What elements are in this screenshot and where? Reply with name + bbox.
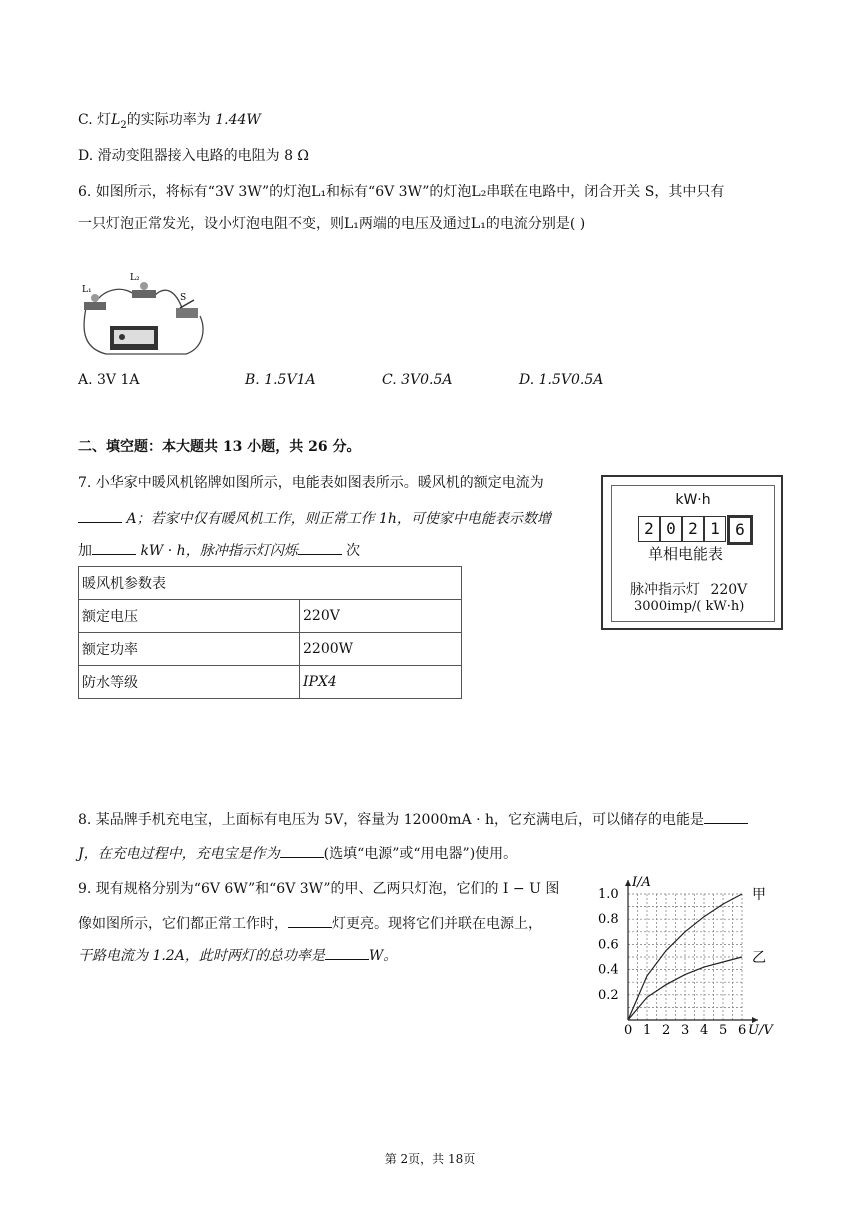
q5-option-d: D. 滑动变阻器接入电路的电阻为 8 Ω xyxy=(78,148,310,164)
y-tick-label: 0.8 xyxy=(598,912,619,928)
y-tick-label: 0.4 xyxy=(598,962,619,978)
q7-blank-2[interactable] xyxy=(92,540,136,555)
label-s: S xyxy=(180,293,187,303)
lamp-l2-bulb xyxy=(140,282,148,290)
q8-line-2-b: (选填“电源”或“用电器”)使用。 xyxy=(323,846,518,862)
q7-blank-1[interactable] xyxy=(78,508,122,523)
table-cell: IPX4 xyxy=(300,666,462,699)
q7-line-3-b: kW · h，脉冲指示灯闪烁 xyxy=(140,543,298,559)
q6-option-b: B. 1.5V1A xyxy=(245,372,316,388)
meter-digit-decimal: 6 xyxy=(728,516,752,544)
y-tick-label: 0.6 xyxy=(598,937,619,953)
y-tick-label: 0.2 xyxy=(598,987,619,1003)
table-cell: 防水等级 xyxy=(79,666,300,699)
x-tick-label: 0 xyxy=(624,1023,633,1038)
x-tick-label: 4 xyxy=(700,1023,709,1038)
meter-name: 单相电能表 xyxy=(648,545,724,563)
q6-option-a: A. 3V 1A xyxy=(78,372,140,388)
meter-unit: kW·h xyxy=(675,492,711,508)
table-row xyxy=(79,633,462,666)
meter-face xyxy=(611,485,775,622)
q8-line-2 xyxy=(78,843,517,864)
q7-blank-3[interactable] xyxy=(298,540,342,555)
meter-indicator-line xyxy=(630,579,747,599)
meter-voltage: 220V xyxy=(710,582,748,598)
q8-line-1-text: 8. 某品牌手机充电宝，上面标有电压为 5V，容量为 12000mA · h，它充满电后，可以储存的电能是 xyxy=(78,812,705,828)
q8-blank-1[interactable] xyxy=(704,809,748,824)
iu-chart xyxy=(592,872,787,1038)
q7-line-3-c: 次 xyxy=(346,543,361,559)
table-cell: 220V xyxy=(300,600,462,633)
q7-line-1: 7. 小华家中暖风机铭牌如图所示，电能表如图表所示。暖风机的额定电流为 xyxy=(78,475,544,491)
lamp-l1-base xyxy=(84,302,106,310)
q7-line-3 xyxy=(78,540,360,561)
meter-digit: 2 xyxy=(682,516,704,542)
meter-constant: 3000imp/( kW·h) xyxy=(634,599,745,614)
meter-digit: 2 xyxy=(638,516,660,542)
q9-blank-1[interactable] xyxy=(288,913,332,928)
q5-option-c xyxy=(78,110,261,136)
q9-line-2-b: 灯更亮。现将它们并联在电源上， xyxy=(332,916,542,932)
meter-digit: 1 xyxy=(704,516,726,542)
x-tick-label: 2 xyxy=(662,1023,671,1038)
q9-line-3-a: 干路电流为 1.2A，此时两灯的总功率是 xyxy=(78,948,325,964)
q9-line-3-b: W。 xyxy=(368,948,398,964)
q5-c-subscript: 2 xyxy=(120,119,127,131)
q6-line-1: 6. 如图所示，将标有“3V 3W”的灯泡L₁和标有“6V 3W”的灯泡L₂串联在电路中，闭合开关 S，其中只有 xyxy=(78,184,725,200)
y-tick-label: 1.0 xyxy=(598,887,619,902)
meter-digit: 0 xyxy=(660,516,682,542)
label-l2: L₂ xyxy=(130,273,140,283)
q9-line-2 xyxy=(78,913,542,934)
circuit-figure xyxy=(76,268,206,360)
q9-line-1: 9. 现有规格分别为“6V 6W”和“6V 3W”的甲、乙两只灯泡，它们的 I − U 图 xyxy=(78,881,560,897)
table-row xyxy=(79,666,462,699)
y-axis-arrow xyxy=(625,880,631,886)
q8-line-2-a: J，在充电过程中，充电宝是作为 xyxy=(78,846,280,862)
electricity-meter xyxy=(601,475,783,630)
x-tick-label: 1 xyxy=(643,1023,652,1038)
q6-line-2: 一只灯泡正常发光，设小灯泡电阻不变，则L₁两端的电压及通过L₁的电流分别是( ) xyxy=(78,216,586,232)
q5-c-value: 1.44W xyxy=(215,112,261,128)
series-label-2: 乙 xyxy=(752,950,766,966)
table-cell: 额定功率 xyxy=(79,633,300,666)
q7-line-3-a: 加 xyxy=(78,543,92,559)
q5-c-prefix: C. 灯 xyxy=(78,112,112,128)
q7-line-2 xyxy=(78,508,551,529)
table-row xyxy=(79,600,462,633)
table-cell: 2200W xyxy=(300,633,462,666)
x-tick-label: 3 xyxy=(681,1023,690,1038)
series-label-1: 甲 xyxy=(752,887,766,903)
y-axis-label: I/A xyxy=(632,875,651,890)
lamp-l1-bulb xyxy=(91,294,99,302)
q5-c-mid: 的实际功率为 xyxy=(126,112,216,128)
x-tick-label: 6 xyxy=(738,1023,747,1038)
q9-line-3 xyxy=(78,945,397,966)
q6-option-c: C. 3V0.5A xyxy=(382,372,453,388)
q6-option-d: D. 1.5V0.5A xyxy=(519,372,604,388)
q9-blank-2[interactable] xyxy=(325,945,369,960)
table-cell: 额定电压 xyxy=(79,600,300,633)
lamp-l2-base xyxy=(132,290,156,298)
meter-indicator: 脉冲指示灯 xyxy=(630,582,700,598)
page-footer: 第 2页，共 18页 xyxy=(384,1152,476,1166)
table-row xyxy=(79,567,462,600)
q9-line-2-a: 像如图所示，它们都正常工作时， xyxy=(78,916,288,932)
q7-line-2-text: A；若家中仅有暖风机工作，则正常工作 1h，可使家中电能表示数增 xyxy=(126,511,551,527)
q8-blank-2[interactable] xyxy=(280,843,324,858)
section-2-heading: 二、填空题：本大题共 13 小题，共 26 分。 xyxy=(78,439,361,455)
table-title: 暖风机参数表 xyxy=(79,567,462,600)
x-tick-label: 5 xyxy=(719,1023,728,1038)
heater-params-table xyxy=(78,566,462,699)
x-axis-label: U/V xyxy=(748,1023,773,1038)
power-supply-knob xyxy=(119,334,125,340)
switch-base xyxy=(176,308,198,318)
q8-line-1 xyxy=(78,809,748,830)
label-l1: L₁ xyxy=(82,285,92,295)
q5-c-symbol: L xyxy=(111,112,121,128)
